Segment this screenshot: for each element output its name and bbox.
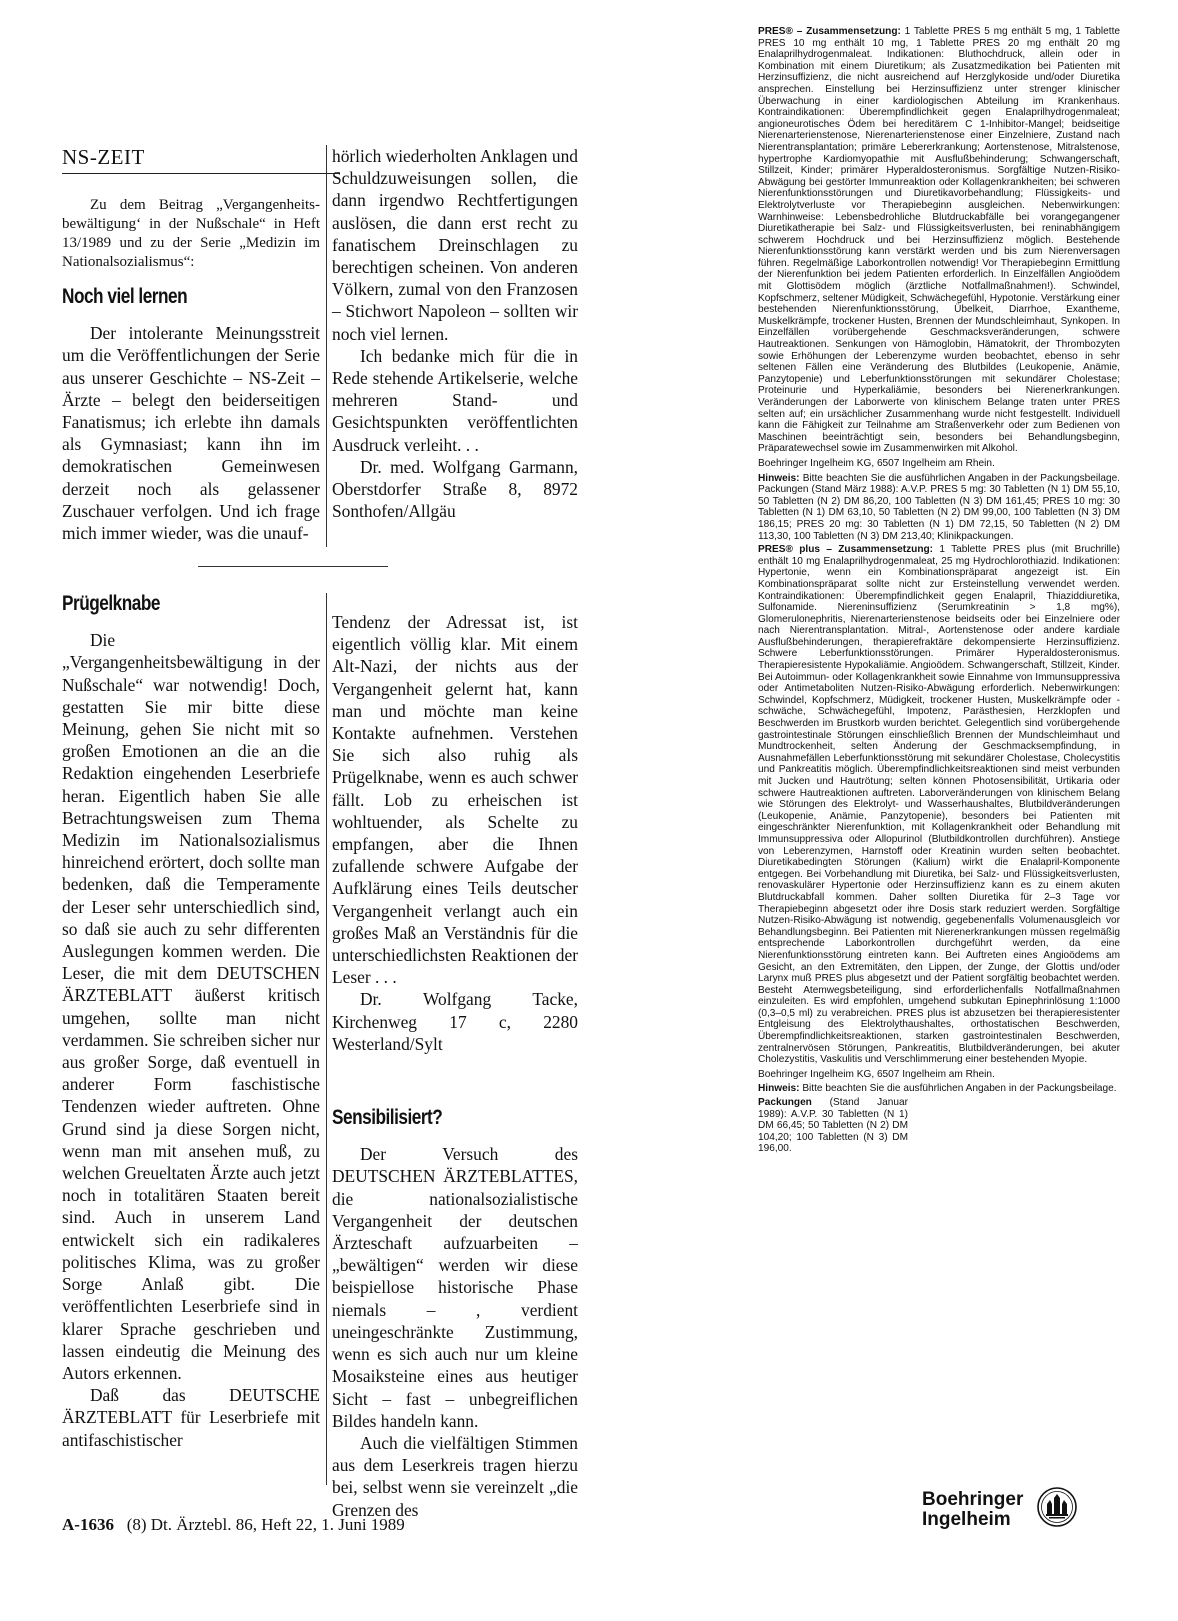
packungen-label-2: Packungen (758, 1097, 812, 1109)
letter3-body-p1: Der Versuch des DEUTSCHEN ÄRZTEBLATTES, die nationalsozialistische Vergangenheit der deutschen Ärzteschaft aufzuarbeiten – „bewältigen“ werden wir diese beispiellose historische Phase niemals – , verdient uneingeschränkte Zustimmung, wenn es sich auch nur um kleine Mosaiksteine eines aus heutiger Sicht – fast – unbegreiflichen Bildes handeln kann. (332, 1144, 578, 1431)
brand-line-1: Boehringer (922, 1489, 1024, 1510)
pres-plus-text: 1 Tablette PRES plus (mit Bruchrille) enthält 10 mg Enalaprilhydrogenmaleat, 25 mg Hydrochlorothiazid. Indikationen: Hypertonie, wenn ein Kombinationspräparat angezeigt ist. Ein Kombinationspräparat sollte nicht zur Ersteinstellung verwendet werden. Kontraindikationen: Überempfindlichkeit gegen Enalapril, Thiaziddiuretika, Sulfonamide. Niereninsuffizienz (Serumkreatinin > 1,8 mg%), Glomerulonephritis, Nierenarterienstenose beidseits oder bei Einzelniere oder nach Nierentransplantation. Mitral-, Aortenstenose oder andere kardiale Ausflußbehinderungen, therapierefraktäre dekompensierte Herzinsuffizienz. Schwere Leberfunktionsstörungen. Primärer Hyperaldosteronismus. Therapieresistente Hypokaliämie. Angioödem. Schwangerschaft, Stillzeit, Kinder. Bei Autoimmun- oder Kollagenkrankheit sowie Einnahme von Immunsuppressiva oder Antimetaboliten Nutzen-Risiko-Abwägung erforderlich. Nebenwirkungen: Schwindel, Kopfschmerz, Müdigkeit, trockener Husten, Muskelkrämpfe oder -schwäche, Schwächegefühl, Impotenz, Parästhesien, Herzklopfen und Beschwerden im Brustkorb wurden berichtet. Gelegentlich sind vorübergehende gastrointestinale Störungen einschließlich Brennen der Mundschleimhaut und Mundtrockenheit, selten Änderung der Geschmacksempfindung, in Ausnahmefällen Leberfunktionsstörung mit sekundärer Cholestase, Cholecystitis und Pankreatitis möglich. Überempfindlichkeitsreaktionen sind meist verbunden mit Jucken und Hautrötung; selten können Photosensibilität, Urtikaria oder schwere Hautreaktionen auftreten. Laborveränderungen von klinischem Belang wie Störungen des Elektrolyt- und Wasserhaushaltes, Blutbildveränderungen (Leukopenie, Anämie, Panzytopenie), besonders bei Patienten mit eingeschränkter Nierenfunktion, mit Kollagenkrankheit oder Behandlung mit Immunsuppressiva oder Allopurinol (Blutbildkontrollen durchführen). Anstiege von Leberenzymen, Harnstoff oder Kreatinin wurden selten beobachtet. Diuretikabedingten Störungen (Kalium) wirkt die Enalapril-Komponente entgegen. Bei Vorbehandlung mit Diuretika, bei Salz- und Flüssigkeitsverlusten, renovaskulärer Hypertonie oder Herzinsuffizienz kann es zu einem akuten Blutdruckabfall kommen. Daher sollten Diuretika für 2–3 Tage vor Therapiebeginn abgesetzt oder ihre Dosis stark reduziert werden. Sorgfältige Nutzen-Risiko-Abwägung ist notwendig, gegebenenfalls Volumenausgleich vor Behandlungsbeginn. Bei Patienten mit Nierenerkrankungen müssen regelmäßig entsprechende Laborkontrollen durchgeführt werden, da eine Nierenfunktionsstörung eintreten kann. Bei Auftreten eines Angioödems am Gesicht, an den Extremitäten, den Lippen, der Zunge, der Glottis und/oder Larynx muß PRES plus abgesetzt und der Patient sorgfältig beobachtet werden. Besteht Atemwegsbeteiligung, sind erforderlichenfalls Notfallmaßnahmen einzuleiten. Es wird empfohlen, umgehend subkutan Epinephrinlösung 1:1000 (0,3–0,5 ml) zu verabreichen. PRES plus ist abzusetzen bei therapieresistenter Entgleisung des Elektrolythaushaltes, orthostatischen Beschwerden, Überempfindlichkeitsreaktionen, starken gastrointestinalen Beschwerden, zentralnervösen Störungen, Pankreatitis, Blutbildveränderungen, bei akuter Cholezystitis, Vaskulitis und Verschlimmerung einer bestehenden Myopie. (758, 544, 1120, 1066)
letter3-body-p2: Auch die vielfältigen Stimmen aus dem Leserkreis tragen hierzu bei, selbst wenn sie vereinzelt „die Grenzen des (332, 1432, 578, 1520)
column-1 (62, 196, 320, 544)
pres-advertisement (758, 26, 1120, 1157)
hinweis-1 (758, 473, 1120, 543)
column-2 (332, 145, 578, 522)
journal-citation: (8) Dt. Ärztebl. 86, Heft 22, 1. Juni 1989 (126, 1515, 405, 1534)
column-3 (62, 593, 320, 1451)
letter2-signature: Dr. Wolfgang Tacke, Kirchenweg 17 c, 2280 Westerland/Sylt (332, 989, 578, 1054)
rubric-underline (62, 173, 340, 174)
section-divider (198, 566, 388, 567)
brand-wordmark (922, 1490, 1023, 1530)
letter1-body-col2: hörlich wiederholten Anklagen und Schuldzuweisungen sollen, die dann irgendwo Rechtfertigungen auslösen, die dann erst recht zu fanatischem Dreinschlagen zu berechtigen scheinen. Von anderen Völkern, zumal von den Franzosen – Stichwort Napoleon – sollten wir noch viel lernen. (332, 146, 578, 344)
pres-composition (758, 26, 1120, 455)
column-divider-top (326, 145, 327, 547)
letter1-heading: Noch viel lernen (62, 285, 188, 308)
manufacturer-address-2: Boehringer Ingelheim KG, 6507 Ingelheim am Rhein. (758, 1068, 995, 1080)
packungen-text-2: (Stand Januar 1989): A.V.P. 30 Tabletten (N 1) DM 66,45; 50 Tabletten (N 2) DM 104,20; 100 Tabletten (N 3) DM 196,00. (758, 1097, 908, 1155)
pres-plus-composition (758, 544, 1120, 1066)
hinweis-text-1: Bitte beachten Sie die ausführlichen Angaben in der Packungsbeilage. Packungen (Stand März 1988): A.V.P. PRES 5 mg: 30 Tabletten (N 1) DM 55,10, 50 Tabletten (N 2) DM 86,20, 100 Tabletten (N 3) DM 161,45; PRES 10 mg: 30 Tabletten (N 1) DM 63,10, 50 Tabletten (N 2) DM 99,00, 100 Tabletten (N 3) DM 186,15; PRES 20 mg: 30 Tabletten (N 1) DM 72,15, 50 Tabletten (N 2) DM 113,30, 100 Tabletten (N 3) DM 213,40; Klinikpackungen. (758, 472, 1120, 542)
column-4 (332, 611, 578, 1521)
hinweis-label-2: Hinweis: (758, 1083, 800, 1095)
letter1-signature: Dr. med. Wolfgang Garmann, Oberstdorfer Straße 8, 8972 Sonthofen/Allgäu (332, 456, 578, 522)
intro-text: Zu dem Beitrag „Vergangenheitsbewältigung‘ in der Nußschale“ in Heft 13/1989 und zu der Serie „Medizin im Nationalsozialismus“: (62, 197, 320, 270)
letter1-body-col1: Der intolerante Meinungsstreit um die Veröffentlichungen der Serie aus unserer Geschichte – NS-Zeit – Ärzte – belegt den beiderseitigen Fanatismus; ich erlebte ihn damals als Gymnasiast; kann ihn im demokratischen Gemeinwesen derzeit noch als gelassener Zuschauer verfolgen. Und ich frage mich immer wieder, was die unauf- (62, 323, 320, 544)
letter1-thanks: Ich bedanke mich für die in Rede stehende Artikelserie, welche mehreren Stand- und Gesichtspunkten veröffentlichten Ausdruck verleiht. . . (332, 345, 578, 455)
column-divider-bottom (326, 593, 327, 1485)
boehringer-logo-icon (1036, 1486, 1078, 1528)
page-footer (62, 1515, 405, 1535)
pres-label: PRES® – Zusammensetzung: (758, 26, 901, 37)
letter2-body-col3: Die „Vergangenheitsbewältigung in der Nußschale“ war notwendig! Doch, gestatten Sie mir bitte diese Meinung, gehen Sie nicht mit so großen Emotionen an die an die Redaktion eingehenden Leserbriefe heran. Eigentlich haben Sie alle Betrachtungsweisen zum Thema Medizin im Nationalsozialismus hinreichend erörtert, doch sollte man bedenken, daß die Temperamente der Leser sehr unterschiedlich sind, so daß sie auch zu sehr differenten Auslegungen kommen werden. Die Leser, die mit dem DEUTSCHEN ÄRZTEBLATT äußerst kritisch umgehen, sollte man nicht verdammen. Sie schreiben sicher nur aus großer Sorge, daß eventuell in anderer Form faschistische Tendenzen wieder auftreten. Ohne Grund sind ja diese Sorgen nicht, wenn man mit ansehen muß, zu welchen Greueltaten Ärzte auch jetzt noch in totalitären Staaten bereit sind. Auch in unserem Land entwickelt sich ein radikaleres politisches Klima, was zu großer Sorge Anlaß gibt. Die veröffentlichten Leserbriefe sind in klarer Sprache geschrieben und lassen eindeutig die Meinung des Autors erkennen. (62, 630, 320, 1383)
hinweis-2 (758, 1083, 1120, 1095)
letter2-body-col4: Tendenz der Adressat ist, ist eigentlich völlig klar. Mit einem Alt-Nazi, der nichts aus der Vergangenheit gelernt hat, kann man und möchte man keine Kontakte aufnehmen. Verstehen Sie sich also ruhig als Prügelknabe, wenn es auch schwer fällt. Lob zu erheischen ist wohltuender, als Schelte zu empfangen, aber die Ihnen zufallende schwere Aufgabe der Aufklärung eines Teils deutscher Vergangenheit verlangt auch ein großes Maß an Verständnis für die unterschiedlichsten Reaktionen der Leser . . . (332, 612, 578, 988)
letter2-heading: Prügelknabe (62, 592, 160, 615)
packungen-2 (758, 1097, 908, 1155)
manufacturer-address-1: Boehringer Ingelheim KG, 6507 Ingelheim am Rhein. (758, 457, 995, 469)
letter2-body-col3-p2: Daß das DEUTSCHE ÄRZTEBLATT für Leserbriefe mit antifaschistischer (62, 1385, 320, 1450)
pres-text: 1 Tablette PRES 5 mg enthält 5 mg, 1 Tablette PRES 10 mg enthält 10 mg, 1 Tablette PRES 20 mg enthält 20 mg Enalaprilhydrogenmaleat. Indikationen: Bluthochdruck, allein oder in Kombination mit einem Diuretikum; als Zusatzmedikation bei Patienten mit Herzinsuffizienz, die nicht ausreichend auf Herzglykoside und/oder Diuretika ansprechen. Einstellung bei Herzinsuffizienz unter strenger klinischer Überwachung in einer kardiologischen Abteilung im Krankenhaus. Kontraindikationen: Überempfindlichkeit gegen Enalaprilhydrogenmaleat; angioneurotisches Ödem bei hereditärem C 1-Inhibitor-Mangel; beidseitige Nierenarterienstenose, Nierenarterienstenose einer Einzelniere, Zustand nach Nierentransplantation; primäre Lebererkrankung; Aortenstenose, Mitralstenose, hypertrophe Kardiomyopathie mit Ausflußbehinderung; Schwangerschaft, Stillzeit, Kinder; primärer Hyperaldosteronismus. Sorgfältige Nutzen-Risiko-Abwägung bei gestörter Immunreaktion oder Kollagenkrankheiten; bei schweren Nierenfunktionsstörungen und Diuretikavorbehandlung; Flüssigkeits- und Elektrolytverluste vor Therapiebeginn ausgleichen. Nebenwirkungen: Warnhinweise: Lebensbedrohliche Blutdruckabfälle bei vorangegangener Diuretikatherapie bei Salz- und Flüssigkeitsverlusten, bei reninabhängigem schwerem Hochdruck und bei Herzinsuffizienz möglich. Bestehende Nierenfunktionsstörung kann verstärkt werden und bis zum Nierenversagen führen. Regelmäßige Laborkontrollen notwendig! Vor Therapiebeginn Ermittlung der Nierenfunktion bei jedem Patienten erforderlich. In Einzelfällen Angioödem mit Glottisödem möglich (ärztliche Notfallmaßnahmen!). Schwindel, Kopfschmerz, seltener Müdigkeit, Schwächegefühl, Hypotonie. Verstärkung einer bestehenden Nierenfunktionsstörung, Übelkeit, Diarrhoe, Exantheme, Muskelkrämpfe, trockener Husten, Brennen der Mundschleimhaut, Synkopen. In Einzelfällen vorübergehende Geschmacksveränderungen, schwere Hautreaktionen. Senkungen von Hämoglobin, Hämatokrit, der Thrombozyten sowie Erhöhungen der Leberenzyme wurden beobachtet, ebenso in sehr seltenen Fällen eine Veränderung des Blutbildes (Leukopenie, Anämie, Panzytopenie) und Leberfunktionsstörungen mit sekundärer Cholestase; Proteinurie und Hyperkaliämie, besonders bei Nierenerkrankungen. Veränderungen der Laborwerte von klinischem Belange traten unter PRES selten auf; ein ursächlicher Zusammenhang wurde nicht festgestellt. Individuell kann die Fähigkeit zur Teilnahme am Straßenverkehr oder zum Bedienen von Maschinen beeinträchtigt sein, besonders bei Behandlungsbeginn, Präparatewechsel sowie im Zusammenwirken mit Alkohol. (758, 26, 1120, 455)
brand-line-2: Ingelheim (922, 1509, 1011, 1530)
letter3-heading: Sensibilisiert? (332, 1106, 443, 1130)
rubric-title: NS-ZEIT (62, 145, 145, 169)
rubric-header (62, 145, 340, 174)
page-number: A-1636 (62, 1515, 114, 1534)
pres-plus-label: PRES® plus – Zusammensetzung: (758, 544, 934, 556)
hinweis-text-2: Bitte beachten Sie die ausführlichen Angaben in der Packungsbeilage. (802, 1083, 1117, 1095)
hinweis-label-1: Hinweis: (758, 472, 800, 484)
